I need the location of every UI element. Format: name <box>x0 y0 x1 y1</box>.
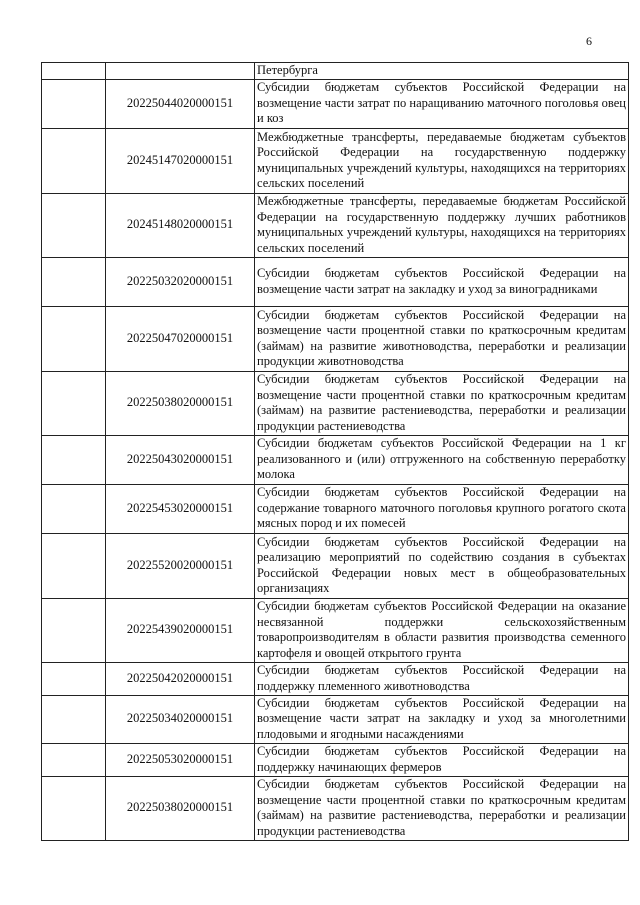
description-cell: Субсидии бюджетам субъектов Российской Федерации на возмещение части процентной ставки по краткосрочным кредитам (займам) на развитие животноводства, переработки и реализации продукции животноводства <box>255 306 629 371</box>
table-row <box>42 128 629 193</box>
budget-table <box>41 62 629 841</box>
description-cell: Субсидии бюджетам субъектов Российской Федерации на возмещение части процентной ставки по краткосрочным кредитам (займам) на развитие растениеводства, переработки и реализации продукции растениеводства <box>255 371 629 435</box>
row-number-cell <box>42 371 106 435</box>
description-cell: Субсидии бюджетам субъектов Российской Федерации на оказание несвязанной поддержки сельскохозяйственным товаропроизводителям в области развития производства семенного картофеля и овощей открытого грунта <box>255 598 629 662</box>
row-number-cell <box>42 79 106 128</box>
table-row <box>42 193 629 257</box>
code-cell: 20245148020000151 <box>106 193 255 257</box>
description-cell: Субсидии бюджетам субъектов Российской Федерации на поддержку начинающих фермеров <box>255 743 629 776</box>
code-cell: 20225042020000151 <box>106 662 255 695</box>
row-number-cell <box>42 695 106 743</box>
table-row <box>42 598 629 662</box>
row-number-cell <box>42 743 106 776</box>
code-cell: 20225043020000151 <box>106 435 255 484</box>
description-cell: Субсидии бюджетам субъектов Российской Федерации на содержание товарного маточного поголовья крупного рогатого скота мясных пород и их помесей <box>255 484 629 533</box>
description-cell: Межбюджетные трансферты, передаваемые бюджетам субъектов Российской Федерации на государственную поддержку муниципальных учреждений культуры, находящихся на территориях сельских поселений <box>255 128 629 193</box>
table-row <box>42 484 629 533</box>
code-cell: 20225453020000151 <box>106 484 255 533</box>
row-number-cell <box>42 776 106 840</box>
description-cell: Субсидии бюджетам субъектов Российской Федерации на возмещение части затрат на закладку и уход за многолетними плодовыми и ягодными насаждениями <box>255 695 629 743</box>
row-number-cell <box>42 306 106 371</box>
row-number-cell <box>42 533 106 598</box>
row-number-cell <box>42 598 106 662</box>
row-number-cell <box>42 193 106 257</box>
row-number-cell <box>42 662 106 695</box>
row-number-cell <box>42 435 106 484</box>
description-cell: Субсидии бюджетам субъектов Российской Федерации на возмещение части процентной ставки по краткосрочным кредитам (займам) на развитие растениеводства, переработки и реализации продукции растениеводства <box>255 776 629 840</box>
row-number-cell <box>42 63 106 80</box>
row-number-cell <box>42 257 106 306</box>
description-cell: Субсидии бюджетам субъектов Российской Федерации на возмещение части затрат по наращиванию маточного поголовья овец и коз <box>255 79 629 128</box>
code-cell: 20225044020000151 <box>106 79 255 128</box>
code-cell: 20225032020000151 <box>106 257 255 306</box>
table-row <box>42 776 629 840</box>
description-cell: Субсидии бюджетам субъектов Российской Федерации на поддержку племенного животноводства <box>255 662 629 695</box>
code-cell: 20225038020000151 <box>106 371 255 435</box>
code-cell: 20225034020000151 <box>106 695 255 743</box>
table-row <box>42 662 629 695</box>
table-row <box>42 306 629 371</box>
row-number-cell <box>42 128 106 193</box>
table-row <box>42 371 629 435</box>
table-row <box>42 79 629 128</box>
table-row <box>42 257 629 306</box>
description-cell: Межбюджетные трансферты, передаваемые бюджетам Российской Федерации на государственную поддержку лучших работников муниципальных учреждений культуры, находящихся на территориях сельских поселений <box>255 193 629 257</box>
code-cell <box>106 63 255 80</box>
description-cell: Петербурга <box>255 63 629 80</box>
page-number: 6 <box>586 34 592 48</box>
row-number-cell <box>42 484 106 533</box>
code-cell: 20225053020000151 <box>106 743 255 776</box>
table-row <box>42 743 629 776</box>
description-cell: Субсидии бюджетам субъектов Российской Федерации на возмещение части затрат на закладку и уход за виноградниками <box>255 257 629 306</box>
table-row <box>42 63 629 80</box>
code-cell: 20225439020000151 <box>106 598 255 662</box>
code-cell: 20225038020000151 <box>106 776 255 840</box>
table-row <box>42 533 629 598</box>
description-cell: Субсидии бюджетам субъектов Российской Федерации на 1 кг реализованного и (или) отгруженного на собственную переработку молока <box>255 435 629 484</box>
table-row <box>42 695 629 743</box>
code-cell: 20245147020000151 <box>106 128 255 193</box>
description-cell: Субсидии бюджетам субъектов Российской Федерации на реализацию мероприятий по содействию создания в субъектах Российской Федерации новых мест в общеобразовательных организациях <box>255 533 629 598</box>
table-row <box>42 435 629 484</box>
code-cell: 20225520020000151 <box>106 533 255 598</box>
code-cell: 20225047020000151 <box>106 306 255 371</box>
